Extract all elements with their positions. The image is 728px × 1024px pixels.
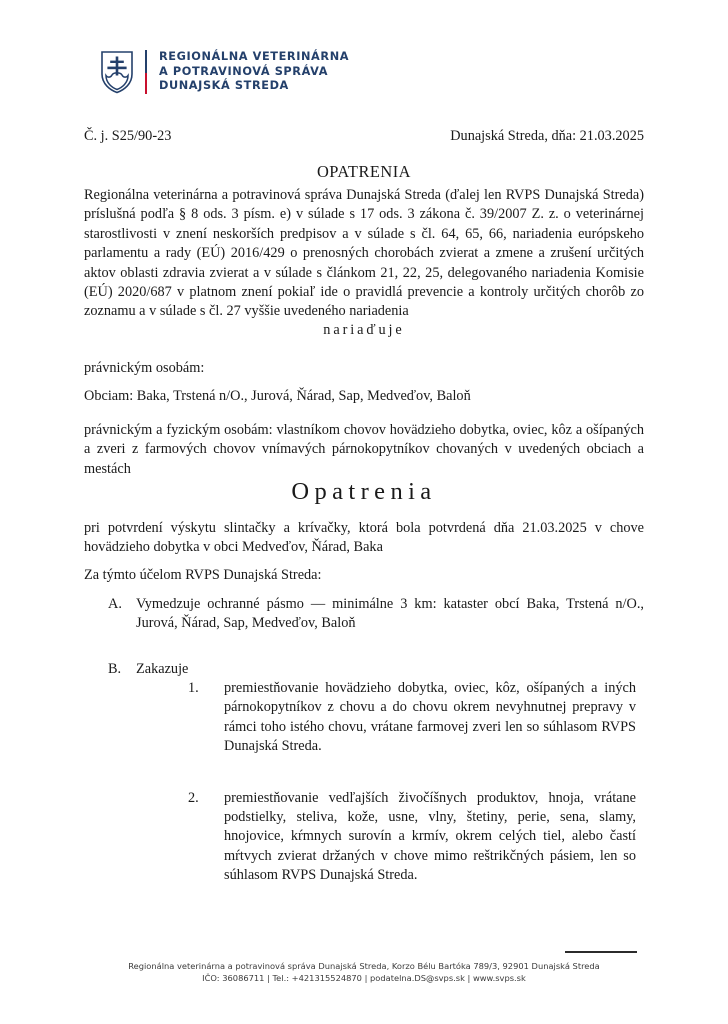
heading-nariaduje: nariaďuje bbox=[323, 322, 405, 338]
letterhead-line-1: REGIONÁLNA VETERINÁRNA bbox=[159, 50, 350, 64]
footer-contact: IČO: 36086711 | Tel.: +421315524870 | podatelna.DS@svps.sk | www.svps.sk bbox=[202, 973, 526, 984]
footer bbox=[64, 960, 664, 985]
prohibitions-numbered-list bbox=[84, 679, 644, 886]
list-item-marker: B. bbox=[108, 660, 122, 677]
heading-opatrenia-large: Opatrenia bbox=[291, 478, 437, 505]
list-item bbox=[84, 679, 644, 757]
list-item-text: Zakazuje bbox=[136, 660, 189, 677]
letterhead bbox=[100, 50, 349, 94]
municipalities-list: Obciam: Baka, Trstená n/O., Jurová, Ňárad, Sap, Medveďov, Baloň bbox=[84, 388, 471, 404]
list-item-text: Vymedzuje ochranné pásmo — minimálne 3 km: kataster obcí Baka, Trstená n/O., Jurová, Ňárad, Sap, Medveďov, Baloň bbox=[136, 596, 644, 632]
letterhead-line-3: DUNAJSKÁ STREDA bbox=[159, 79, 289, 93]
reason-paragraph: pri potvrdení výskytu slintačky a krívačky, ktorá bola potvrdená dňa 21.03.2025 v chove hovädzieho dobytka v obci Medveďov, Ňárad, Baka bbox=[84, 520, 644, 556]
footer-address: Regionálna veterinárna a potravinová správa Dunajská Streda, Korzo Bélu Bartóka 789/3, 92901 Dunajská Streda bbox=[128, 961, 600, 971]
list-item bbox=[84, 595, 644, 634]
purpose-lead-in: Za týmto účelom RVPS Dunajská Streda: bbox=[84, 567, 322, 583]
letterhead-divider bbox=[145, 50, 147, 94]
list-item-marker: 2. bbox=[188, 789, 199, 806]
letterhead-title bbox=[159, 50, 349, 94]
list-item-text: premiestňovanie hovädzieho dobytka, oviec, kôz, ošípaných a iných párnokopytníkov z chovu a do chovu okrem nevyhnutnej prepravy v rámci toho istého chovu, vrátane farmovej zveri len so súhlasom RVPS Dunajská Streda. bbox=[224, 680, 636, 755]
intro-paragraph: Regionálna veterinárna a potravinová správa Dunajská Streda (ďalej len RVPS Dunajská Streda) príslušná podľa § 8 ods. 3 písm. e) v súlade s 17 ods. 3 zákona č. 39/2007 Z. z. o veterinárnej starostlivosti v znení neskorších predpisov a v súlade s čl. 64, 65, 66, nariadenia európskeho parlamentu a rady (EÚ) 2016/429 o prenosných chorobách zvierat a zmene a zrušení určitých aktov oblasti zdravia zvierat a v súlade s článkom 21, 22, 25, delegovaného nariadenia Komisie (EÚ) 2020/687 v platnom znení pokiaľ ide o pravidlá prevencie a kontroly určitých chorôb zo zoznamu a v súlade s čl. 27 vyššie uvedeného nariadenia bbox=[84, 187, 644, 320]
addressee-legal-and-natural-persons: právnickým a fyzickým osobám: vlastníkom chovov hovädzieho dobytka, oviec, kôz a ošípaných a zveri z farmových chovov vnímavých párnokopytníkov chovaných v uvedených obciach a mestách bbox=[84, 422, 644, 477]
page-title: OPATRENIA bbox=[316, 162, 412, 181]
case-number: Č. j. S25/90-23 bbox=[84, 128, 172, 144]
list-item-text: premiestňovanie vedľajších živočíšnych produktov, hnoja, vrátane podstielky, steliva, kože, usne, vlny, štetiny, perie, sena, slamy, hnojovice, kŕmnych surovín a krmív, okrem celých tiel, alebo častí mŕtvych zvierat držaných v chove mimo reštrikčných pásiem, len so súhlasom RVPS Dunajská Streda. bbox=[224, 789, 636, 884]
footer-divider bbox=[565, 951, 637, 953]
letterhead-line-2: A POTRAVINOVÁ SPRÁVA bbox=[159, 64, 329, 78]
list-item-marker: A. bbox=[108, 596, 122, 612]
place-and-date: Dunajská Streda, dňa: 21.03.2025 bbox=[450, 128, 644, 144]
addressee-legal-entities-label: právnickým osobám: bbox=[84, 360, 205, 376]
measures-alpha-list bbox=[84, 595, 644, 679]
document-meta-row bbox=[84, 128, 644, 145]
list-item bbox=[84, 660, 644, 679]
slovak-coat-of-arms-shield-icon bbox=[100, 50, 134, 94]
list-item-marker: 1. bbox=[188, 680, 199, 696]
list-item bbox=[84, 789, 644, 886]
